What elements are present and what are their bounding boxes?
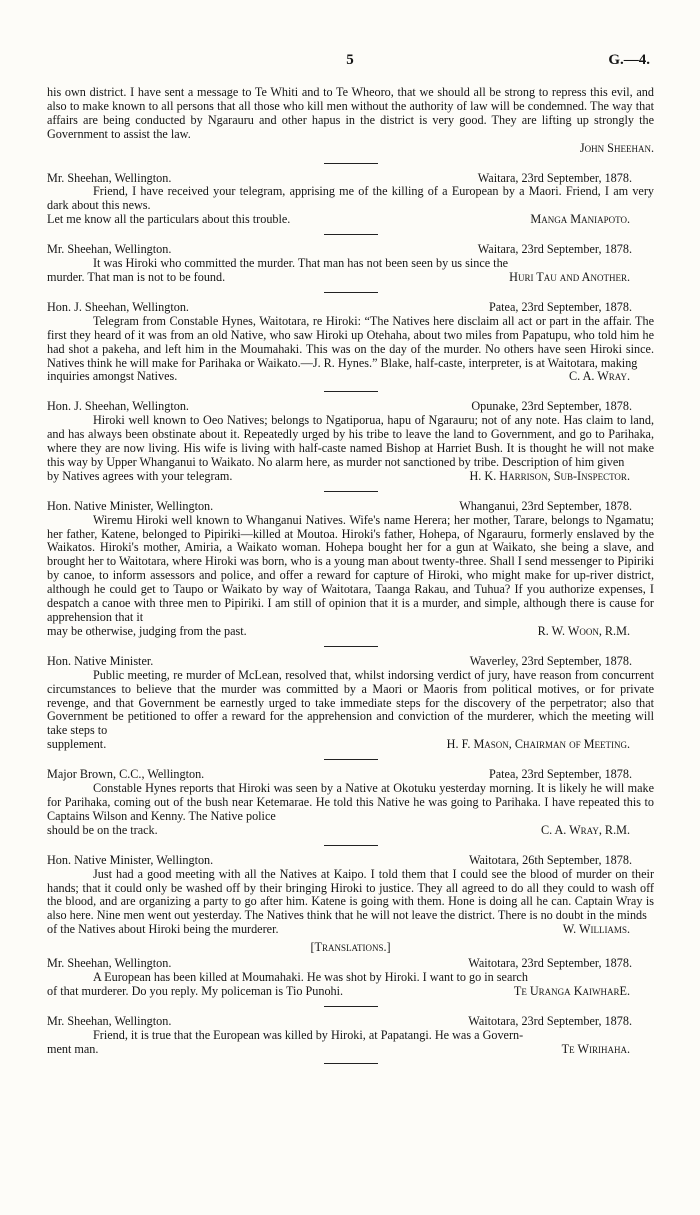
message-paragraph: Telegram from Constable Hynes, Waitotara, re Hiroki: “The Natives here disclaim all act or part in the affair. The first they heard of it was from an old Native, who saw Hiroki up Otehaha, about two miles from Papatupu, who told him he had shot a pakeha, and left him in the Moumahaki. This was on the day of the murder. No others have seen Hiroki since. Natives think he will make for Parihaka or Waikato.—J. R. Hynes.” Blake, half-caste, interpreter, is at Waitotara, making (47, 313, 654, 370)
message-last-line: of that murderer. Do you reply. My policeman is Tio Punohi. (47, 983, 344, 998)
section-rule (324, 759, 378, 760)
messages-list (47, 172, 654, 938)
message-place-date: Waverley, 23rd September, 1878. (469, 653, 632, 668)
message-recipient: Hon. Native Minister. (47, 653, 154, 668)
message-last-line: ment man. (47, 1041, 99, 1056)
message-block (47, 172, 654, 228)
document-reference: G.—4. (608, 52, 650, 68)
message-block (47, 500, 654, 639)
message-last-line: Let me know all the particulars about this trouble. (47, 212, 291, 227)
message-closing-line (47, 923, 654, 937)
message-closing-line (47, 824, 654, 838)
message-signature: H. F. Mason, Chairman of Meeting. (446, 737, 630, 752)
message-paragraph: Hiroki well known to Oeo Natives; belongs to Ngatiporua, hapu of Ngarauru; not of any note. Has claim to land, and has always been obstinate about it. Repeatedly urged by his tribe to leave the land to Government, and go to Parihaka, where they are now living. His wife is living with half-caste named Bishop at Harriet Bush. It is thought he will not make this way by Upper Whanganui to Waikato. No alarm here, as murder not sanctioned by tribe. Description of him given (47, 413, 654, 469)
message-recipient: Mr. Sheehan, Wellington. (47, 170, 172, 185)
message-signature: C. A. Wray. (569, 369, 630, 384)
message-recipient: Hon. Native Minister, Wellington. (47, 852, 214, 867)
message-paragraph: A European has been killed at Moumahaki. He was shot by Hiroki. I want to go in search (93, 969, 528, 984)
message-header (47, 655, 654, 669)
message-header (47, 243, 654, 257)
section-rule (324, 845, 378, 846)
document-body (47, 86, 654, 1072)
message-header (47, 400, 654, 414)
message-last-line: of the Natives about Hiroki being the murderer. (47, 922, 279, 937)
message-block (47, 301, 654, 384)
message-last-line: murder. That man is not to be found. (47, 269, 226, 284)
message-place-date: Waitotara, 26th September, 1878. (468, 852, 632, 867)
message-recipient: Major Brown, C.C., Wellington. (47, 767, 205, 782)
page-number: 5 (346, 52, 354, 68)
message-signature: Manga Maniapoto. (530, 212, 630, 227)
message-place-date: Patea, 23rd September, 1878. (488, 299, 632, 314)
message-paragraph: Public meeting, re murder of McLean, resolved that, whilst indorsing verdict of jury, have reason from concurrent circumstances to believe that the murder was committed by a Maori or Maoris from political motives, or for private revenge, and that Government be earnestly urged to take immediate steps for the discovery of the perpetrator; also that Government be petitioned to offer a reward for the apprehension and conviction of the murderer, which the meeting will take steps to (47, 667, 654, 738)
section-rule (324, 491, 378, 492)
message-signature: R. W. Woon, R.M. (537, 623, 630, 638)
section-rule (324, 163, 378, 164)
message-closing-line (47, 370, 654, 384)
message-last-line: inquiries amongst Natives. (47, 369, 178, 384)
message-place-date: Waitara, 23rd September, 1878. (477, 242, 632, 257)
translations-heading: [Translations.] (310, 940, 391, 955)
message-header (47, 1015, 654, 1029)
section-rule (324, 292, 378, 293)
message-signature: Huri Tau and Another. (509, 269, 630, 284)
message-recipient: Mr. Sheehan, Wellington. (47, 956, 172, 971)
message-header (47, 500, 654, 514)
message-header (47, 768, 654, 782)
message-paragraph: Wiremu Hiroki well known to Whanganui Natives. Wife's name Herera; her mother, Tarare, belongs to Ngamatu; her father, Katene, belonged to Pipiriki—killed at Moutoa. Hiroki's father, Hohepa, of Ngarauru, formerly enslaved by the Waikatos. Hiroki's mother, Amiria, a Waikato woman. Hohepa bought her for a gun at Waikato, she being a slave, and brought her to Waitotara, where Hiroki was born, who is a young man about twenty-three. Shall I send messenger to Pipiriki by canoe, to inform assessors and police, and offer a reward for capture of Hiroki, who might make for up-river district, although he could get to Taupo or Waikato by way of Waitotara, Taanga Rakau, and Tuhua? If you authorize expenses, I despatch a canoe with three men to Pipiriki. I am still of opinion that it is a murder, and simple, although there is cause for apprehension that it (47, 512, 654, 624)
message-signature: W. Williams. (562, 922, 630, 937)
translations-list (47, 957, 654, 1064)
message-last-line: should be on the track. (47, 822, 158, 837)
message-signature: C. A. Wray, R.M. (540, 822, 630, 837)
message-recipient: Hon. J. Sheehan, Wellington. (47, 299, 189, 314)
message-last-line: by Natives agrees with your telegram. (47, 468, 233, 483)
message-closing-line (47, 625, 654, 639)
message-signature: Te Uranga KaiwharE. (513, 983, 630, 998)
section-rule (324, 391, 378, 392)
message-recipient: Mr. Sheehan, Wellington. (47, 1013, 172, 1028)
message-paragraph: Friend, it is true that the European was killed by Hiroki, at Papatangi. He was a Govern- (93, 1027, 524, 1042)
message-paragraph: Just had a good meeting with all the Natives at Kaipo. I told them that I could see the blood of murder on their hands; that it could only be washed off by their bringing Hiroki to justice. They all agreed to do all they could to wash off the blood, and are organizing a party to go after him. Katene is going with them. Hone is doing all he can. Captain Wray is also here. Nine men went out yesterday. The Natives think that he will not leave the district. There is no doubt in the minds (47, 866, 654, 923)
message-block (47, 957, 654, 999)
message-block (47, 655, 654, 752)
message-signature: H. K. Harrison, Sub-Inspector. (469, 468, 630, 483)
section-rule (324, 646, 378, 647)
message-block (47, 854, 654, 937)
section-rule (324, 1006, 378, 1007)
message-paragraph: It was Hiroki who committed the murder. That man has not been seen by us since the (93, 256, 509, 271)
message-place-date: Waitotara, 23rd September, 1878. (468, 1013, 632, 1028)
message-recipient: Hon. J. Sheehan, Wellington. (47, 399, 189, 414)
message-header (47, 172, 654, 186)
message-header (47, 854, 654, 868)
message-place-date: Patea, 23rd September, 1878. (488, 767, 632, 782)
message-place-date: Waitara, 23rd September, 1878. (477, 170, 632, 185)
message-block (47, 1015, 654, 1057)
section-rule (324, 234, 378, 235)
message-signature: Te Wirihaha. (561, 1041, 630, 1056)
section-rule (324, 1063, 378, 1064)
message-closing-line (47, 985, 654, 999)
message-paragraph: Constable Hynes reports that Hiroki was seen by a Native at Okotuku yesterday morning. It is likely he will make for Parihaka, coming out of the bush near Ketemarae. He told this Native he was going to Parihaka. I have repeated this to Captains Wilson and Kenny. The Native police (47, 781, 654, 823)
message-closing-line (47, 470, 654, 484)
message-closing-line (47, 271, 654, 285)
message-header (47, 301, 654, 315)
message-closing-line (47, 738, 654, 752)
message-last-line: supplement. (47, 737, 107, 752)
message-header (47, 957, 654, 971)
message-recipient: Hon. Native Minister, Wellington. (47, 498, 214, 513)
opening-signature: John Sheehan. (579, 140, 654, 155)
message-block (47, 400, 654, 483)
message-place-date: Waitotara, 23rd September, 1878. (468, 956, 632, 971)
opening-paragraph: his own district. I have sent a message to Te Whiti and to Te Wheoro, that we should all be strong to repress this evil, and also to make known to all persons that all those who kill men without the authority of law will be condemned. The way that affairs are being conducted by Ngarauru and other hapus in the district is very good. They are lifting up strongly the Government to assist the law. (47, 85, 654, 141)
message-place-date: Opunake, 23rd September, 1878. (471, 399, 632, 414)
message-closing-line (47, 213, 654, 227)
message-last-line: may be otherwise, judging from the past. (47, 623, 247, 638)
message-recipient: Mr. Sheehan, Wellington. (47, 242, 172, 257)
message-paragraph: Friend, I have received your telegram, apprising me of the killing of a European by a Maori. Friend, I am very dark about this news. (47, 184, 654, 213)
message-block (47, 243, 654, 285)
message-closing-line (47, 1043, 654, 1057)
message-block (47, 768, 654, 838)
message-place-date: Whanganui, 23rd September, 1878. (459, 498, 632, 513)
